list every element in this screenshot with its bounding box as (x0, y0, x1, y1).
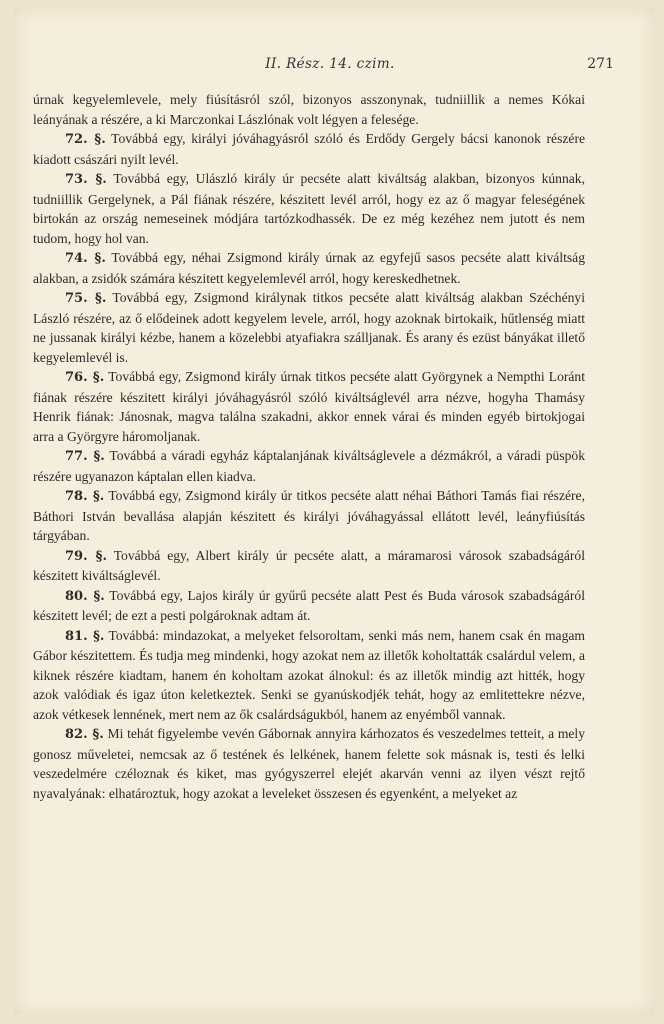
paragraph-74 (33, 248, 585, 288)
paragraph-text: Továbbá: mindazokat, a melyeket felsoroltam, senki más nem, hanem csak én magam Gábor készitettem. És tudja meg mindenki, hogy azokat nem az illetők koholtatták csalárdul velem, a kiknek részére kiadtam, hanem én koholtam azokat álnokul: és az illetők mindig azt hitték, hogy azok valódiak és igaz úton keletkeztek. Senki se gyanúskodjék tehát, hogy az emlitettekre nézve, azok vétkesek lennének, mert nem az ők csalárdságukból, hanem az enyémből vannak. (33, 627, 585, 722)
paragraph-75 (33, 288, 585, 367)
paragraph-text: Továbbá egy, Ulászló király úr pecséte alatt kiváltság alakban, bizonyos kúnnak, tudniillik Gergelynek, a Pál fiának részére, készitett levél arról, hogy ez az ő magyar feleségének birtokán az ország nemeseinek módjára tartózkodhassék. De ez még kezéhez nem jutott és nem tudom, hogy hol van. (33, 171, 586, 246)
section-number: 80. §. (65, 588, 105, 604)
section-number: 76. §. (65, 370, 105, 385)
running-head: II. Rész. 14. czim. (265, 56, 395, 72)
page-number: 271 (587, 56, 614, 72)
paragraph-text: úrnak kegyelemlevele, mely fiúsításról szól, bizonyos asszonynak, tudniillik a nemes Kókai leányának a részére, a ki Marczonkai Lászlónak volt légyen a felesége. (33, 92, 585, 127)
paragraph-78 (33, 486, 585, 546)
paragraph-text: Továbbá egy, Zsigmond király úrnak titkos pecséte alatt Györgynek a Nempthi Loránt fiának részére készitett királyi jóváhagyásról szóló kiváltságlevél arra nézve, hogyha Thamásy Henrik fiának: Jánosnak, magva találna szakadni, akkor ennek várai és minden egyéb birtokjogai arra a Györgyre háromoljanak. (33, 369, 586, 444)
paragraph-text: Továbbá egy, királyi jóváhagyásról szóló és Erdődy Gergely bácsi kanonok részére kiadott császári nyilt levél. (33, 131, 586, 167)
book-page (14, 8, 654, 1014)
paragraph-71-continued (33, 90, 585, 129)
section-number: 77. §. (65, 449, 105, 464)
section-number: 74. §. (65, 251, 106, 266)
paragraph-73 (33, 169, 585, 248)
paragraph-79 (33, 546, 585, 586)
paragraph-text: Továbbá egy, Lajos király úr gyűrű pecséte alatt Pest és Buda városok szabadságáról készitett levél; de ezt a pesti polgároknak adtam át. (33, 587, 585, 623)
paragraph-text: Mi tehát figyelembe vevén Gábornak annyira kárhozatos és veszedelmes tetteit, a mely gonosz műveletei, nemcsak az ő testének és lelkének, hanem felette sok másnak is, testi és lelki veszedelmére czéloznak és kiket, mas gyógyszerrel elejét akarván venni az ilyen vészt rejtő nyavalyának: elhatároztuk, hogy azokat a leveleket összesen és egyenként, a melyeket az (33, 726, 585, 801)
paragraph-77 (33, 446, 585, 486)
section-number: 72. §. (65, 132, 106, 147)
paragraph-80 (33, 586, 585, 626)
section-number: 73. §. (65, 172, 107, 187)
section-number: 79. §. (65, 548, 107, 564)
section-number: 75. §. (65, 291, 107, 306)
section-number: 78. §. (65, 489, 105, 504)
page-header (46, 56, 614, 76)
paragraph-text: Továbbá a váradi egyház káptalanjának kiváltságlevele a dézmákról, a váradi püspök részére ugyanazon káptalan ellen kiadva. (33, 448, 586, 484)
section-number: 82. §. (65, 727, 104, 742)
paragraph-text: Továbbá egy, Zsigmond királynak titkos pecséte alatt kiváltság alakban Széchényi László részére, az ő elődeinek adott kegyelem levele, arról, hogy azoknak birtokaik, hűtlenség miatt ne jussanak királyi kézbe, hanem a közelebbi atyafiakra szálljanak. És arany és ezüst bányákat illető kegyelemlevél is. (33, 290, 586, 365)
body-text (33, 90, 585, 803)
paragraph-76 (33, 367, 585, 446)
paragraph-text: Továbbá egy, Albert király úr pecséte alatt, a máramarosi városok szabadságáról készitett kiváltságlevél. (33, 547, 586, 583)
paragraph-82 (33, 724, 585, 803)
paragraph-text: Továbbá egy, néhai Zsigmond király úrnak az egyfejű sasos pecséte alatt kiváltság alakban, a zsidók számára készitett kegyelemlevél arról, hogy kereskedhetnek. (33, 250, 586, 286)
paragraph-text: Továbbá egy, Zsigmond király úr titkos pecséte alatt néhai Báthori Tamás fiai részére, Báthori István bevallása alapján készitett és királyi jóváhagyással ellátott levél, leányfiúsítás tárgyában. (33, 488, 585, 543)
paragraph-81 (33, 626, 585, 725)
paragraph-72 (33, 129, 585, 169)
section-number: 81. §. (65, 628, 105, 644)
